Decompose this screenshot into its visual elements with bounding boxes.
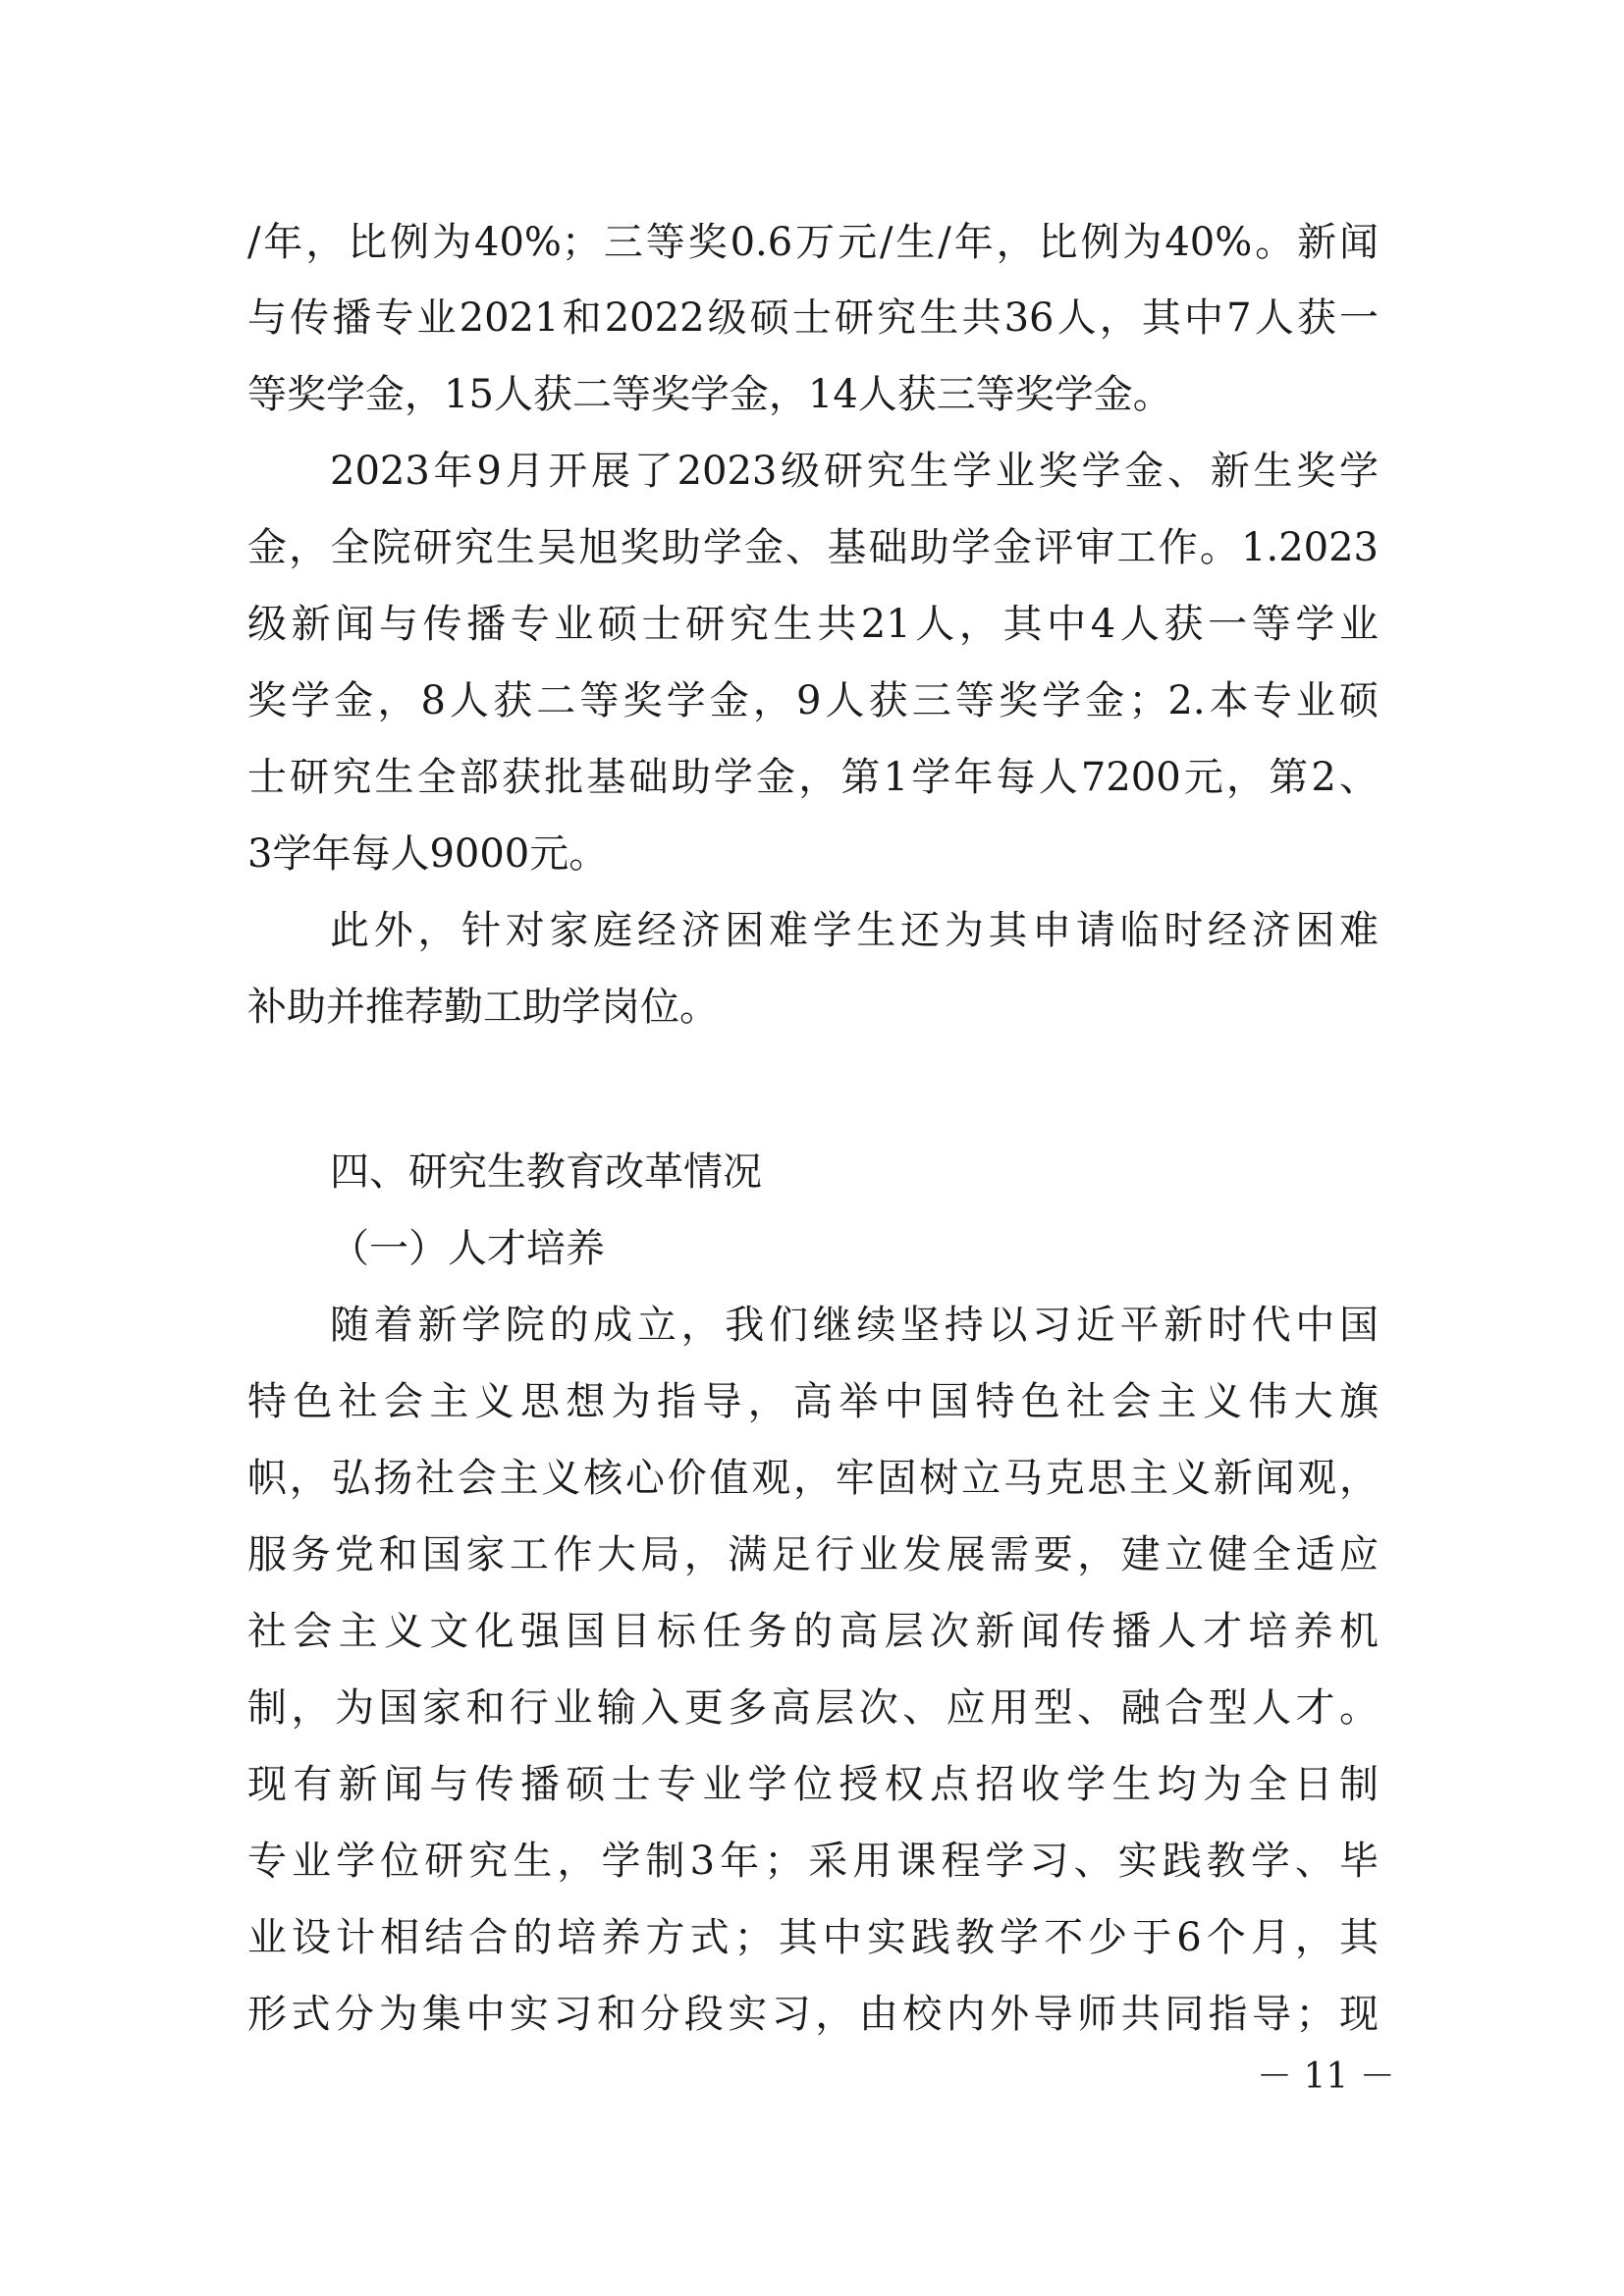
paragraph-line: 制，为国家和行业输入更多高层次、应用型、融合型人才。 (247, 1685, 1379, 1731)
paragraph-line: 业设计相结合的培养方式；其中实践教学不少于6个月，其 (247, 1915, 1379, 1960)
paragraph-line: 2023年9月开展了2023级研究生学业奖学金、新生奖学 (330, 449, 1379, 494)
paragraph-line: 社会主义文化强国目标任务的高层次新闻传播人才培养机 (247, 1609, 1379, 1654)
page-number: － 11 － (1257, 2056, 1395, 2097)
subsection-heading: （一）人才培养 (330, 1226, 605, 1271)
paragraph-line: 此外，针对家庭经济困难学生还为其申请临时经济困难 (330, 908, 1379, 953)
paragraph-line: 奖学金，8人获二等奖学金，9人获三等奖学金；2.本专业硕 (247, 678, 1379, 723)
paragraph-line: 特色社会主义思想为指导，高举中国特色社会主义伟大旗 (247, 1379, 1379, 1424)
paragraph-line: 等奖学金，15人获二等奖学金，14人获三等奖学金。 (247, 372, 1172, 417)
paragraph-line: /年，比例为40%；三等奖0.6万元/生/年，比例为40%。新闻 (247, 220, 1379, 265)
paragraph-line: 3学年每人9000元。 (247, 831, 609, 877)
paragraph-line: 现有新闻与传播硕士专业学位授权点招收学生均为全日制 (247, 1762, 1379, 1807)
paragraph-line: 专业学位研究生，学制3年；采用课程学习、实践教学、毕 (247, 1839, 1379, 1884)
paragraph-line: 与传播专业2021和2022级硕士研究生共36人，其中7人获一 (247, 295, 1379, 341)
paragraph-line: 补助并推荐勤工助学岗位。 (247, 985, 719, 1030)
paragraph-line: 随着新学院的成立，我们继续坚持以习近平新时代中国 (330, 1303, 1379, 1348)
paragraph-line: 士研究生全部获批基础助学金，第1学年每人7200元，第2、 (247, 755, 1379, 800)
section-heading: 四、研究生教育改革情况 (330, 1149, 762, 1195)
paragraph-line: 形式分为集中实习和分段实习，由校内外导师共同指导；现 (247, 1992, 1379, 2037)
paragraph-line: 级新闻与传播专业硕士研究生共21人，其中4人获一等学业 (247, 602, 1379, 647)
paragraph-line: 帜，弘扬社会主义核心价值观，牢固树立马克思主义新闻观， (247, 1456, 1379, 1501)
paragraph-line: 服务党和国家工作大局，满足行业发展需要，建立健全适应 (247, 1532, 1379, 1577)
paragraph-line: 金，全院研究生吴旭奖助学金、基础助学金评审工作。1.2023 (247, 525, 1379, 570)
